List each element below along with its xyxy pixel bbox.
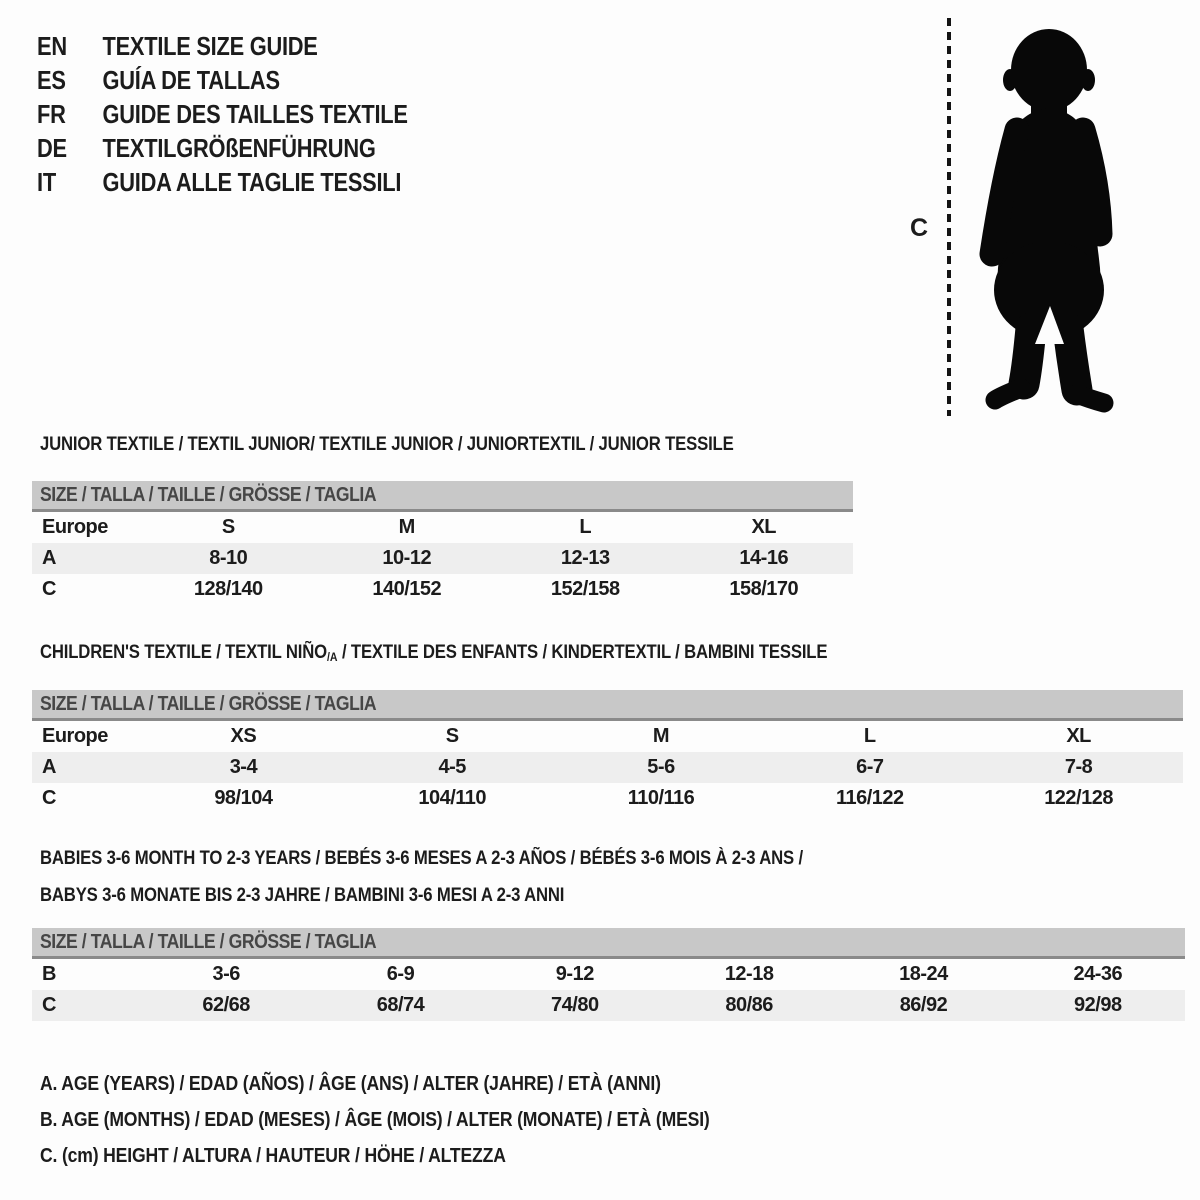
table-row [32, 752, 1183, 783]
children-section-title: CHILDREN'S TEXTILE / TEXTIL NIÑO/A / TEXTILE DES ENFANTS / KINDERTEXTIL / BAMBINI TESSILE [40, 642, 828, 664]
row-label: C [42, 578, 56, 600]
language-title: GUIDE DES TAILLES TEXTILE [102, 99, 408, 129]
size-table-header: SIZE / TALLA / TAILLE / GRÖSSE / TAGLIA [32, 481, 853, 511]
size-value: 122/128 [1044, 787, 1113, 809]
size-value: 152/158 [550, 578, 620, 600]
babies-title-line-2: BABYS 3-6 MONATE BIS 2-3 JAHRE / BAMBINI 3-6 MESI A 2-3 ANNI [40, 885, 565, 906]
footnote-c: C. (cm) HEIGHT / ALTURA / HAUTEUR / HÖHE / ALTEZZA [40, 1145, 506, 1167]
language-row [37, 29, 408, 63]
size-value: 110/116 [627, 787, 695, 809]
row-label: B [42, 963, 56, 985]
table-row [32, 511, 853, 544]
row-label: A [32, 543, 139, 574]
language-title: TEXTILGRÖßENFÜHRUNG [102, 133, 376, 163]
footnote-legend [40, 1066, 801, 1174]
table-row [32, 574, 853, 605]
size-value: 8-10 [139, 543, 318, 574]
size-value: S [221, 516, 235, 538]
language-code: EN [37, 31, 67, 61]
size-table-header: SIZE / TALLA / TAILLE / GRÖSSE / TAGLIA [32, 690, 1183, 720]
size-value: 6-9 [386, 963, 415, 985]
size-value: 9-12 [555, 963, 594, 985]
table-row [32, 990, 1185, 1021]
language-row [37, 63, 408, 97]
language-title: GUÍA DE TALLAS [102, 65, 280, 95]
size-value: M [398, 516, 415, 538]
language-title: TEXTILE SIZE GUIDE [102, 31, 318, 61]
size-value: 3-4 [139, 752, 348, 783]
babies-size-table [32, 928, 1185, 1021]
size-value: 3-6 [212, 963, 240, 985]
size-value: 80/86 [662, 990, 836, 1021]
size-value: 140/152 [372, 578, 442, 600]
size-value: 98/104 [214, 787, 273, 809]
size-value: 6-7 [765, 752, 974, 783]
language-code: IT [37, 167, 56, 197]
size-value: L [579, 516, 592, 538]
junior-size-table [32, 481, 853, 605]
size-value: 158/170 [729, 578, 799, 600]
size-value: XL [1066, 725, 1091, 747]
footnote-b: B. AGE (MONTHS) / EDAD (MESES) / ÂGE (MOIS) / ALTER (MONATE) / ETÀ (MESI) [40, 1109, 710, 1131]
size-value: 116/122 [835, 787, 904, 809]
size-value: 128/140 [193, 578, 263, 600]
size-value: 14-16 [675, 543, 854, 574]
table-row [32, 783, 1183, 814]
size-value: 4-5 [348, 752, 557, 783]
toddler-silhouette-icon [965, 16, 1135, 416]
row-label: Europe [42, 516, 108, 538]
table-row [32, 958, 1185, 991]
size-value: 104/110 [418, 787, 487, 809]
babies-title-line-1: BABIES 3-6 MONTH TO 2-3 YEARS / BEBÉS 3-6 MESES A 2-3 AÑOS / BÉBÉS 3-6 MOIS À 2-3 ANS / [40, 848, 803, 869]
height-measure-label: C [910, 214, 929, 242]
language-row [37, 97, 408, 131]
language-row [37, 131, 408, 165]
size-value: XS [230, 725, 257, 747]
size-value: 74/80 [488, 990, 662, 1021]
footnote-a: A. AGE (YEARS) / EDAD (AÑOS) / ÂGE (ANS) / ALTER (JAHRE) / ETÀ (ANNI) [40, 1073, 661, 1095]
size-value: S [445, 725, 459, 747]
nino-a-subscript: /A [326, 650, 338, 664]
language-code: ES [37, 65, 66, 95]
size-value: 86/92 [836, 990, 1010, 1021]
size-value: 5-6 [557, 752, 766, 783]
table-row [32, 720, 1183, 753]
size-value: 62/68 [139, 990, 313, 1021]
row-label: A [32, 752, 139, 783]
table-row [32, 543, 853, 574]
row-label: Europe [42, 725, 108, 747]
size-value: L [863, 725, 876, 747]
height-measure-figure [908, 14, 1158, 424]
size-value: 10-12 [318, 543, 497, 574]
size-value: 12-13 [496, 543, 675, 574]
size-value: 68/74 [313, 990, 487, 1021]
language-title: GUIDA ALLE TAGLIE TESSILI [102, 167, 402, 197]
height-dashed-line [947, 18, 951, 416]
row-label: C [42, 787, 56, 809]
size-table-header: SIZE / TALLA / TAILLE / GRÖSSE / TAGLIA [32, 928, 1185, 958]
language-code: DE [37, 133, 67, 163]
size-value: 18-24 [899, 963, 948, 985]
language-code: FR [37, 99, 66, 129]
size-value: 12-18 [724, 963, 774, 985]
size-value: XL [751, 516, 777, 538]
size-value: 24-36 [1073, 963, 1123, 985]
babies-section-title [40, 840, 907, 914]
size-value: 7-8 [974, 752, 1183, 783]
language-row [37, 165, 408, 199]
size-value: M [652, 725, 670, 747]
language-title-list [37, 29, 478, 199]
junior-section-title: JUNIOR TEXTILE / TEXTIL JUNIOR/ TEXTILE JUNIOR / JUNIORTEXTIL / JUNIOR TESSILE [40, 434, 734, 455]
size-value: 92/98 [1011, 990, 1185, 1021]
row-label: C [32, 990, 139, 1021]
children-size-table [32, 690, 1183, 814]
